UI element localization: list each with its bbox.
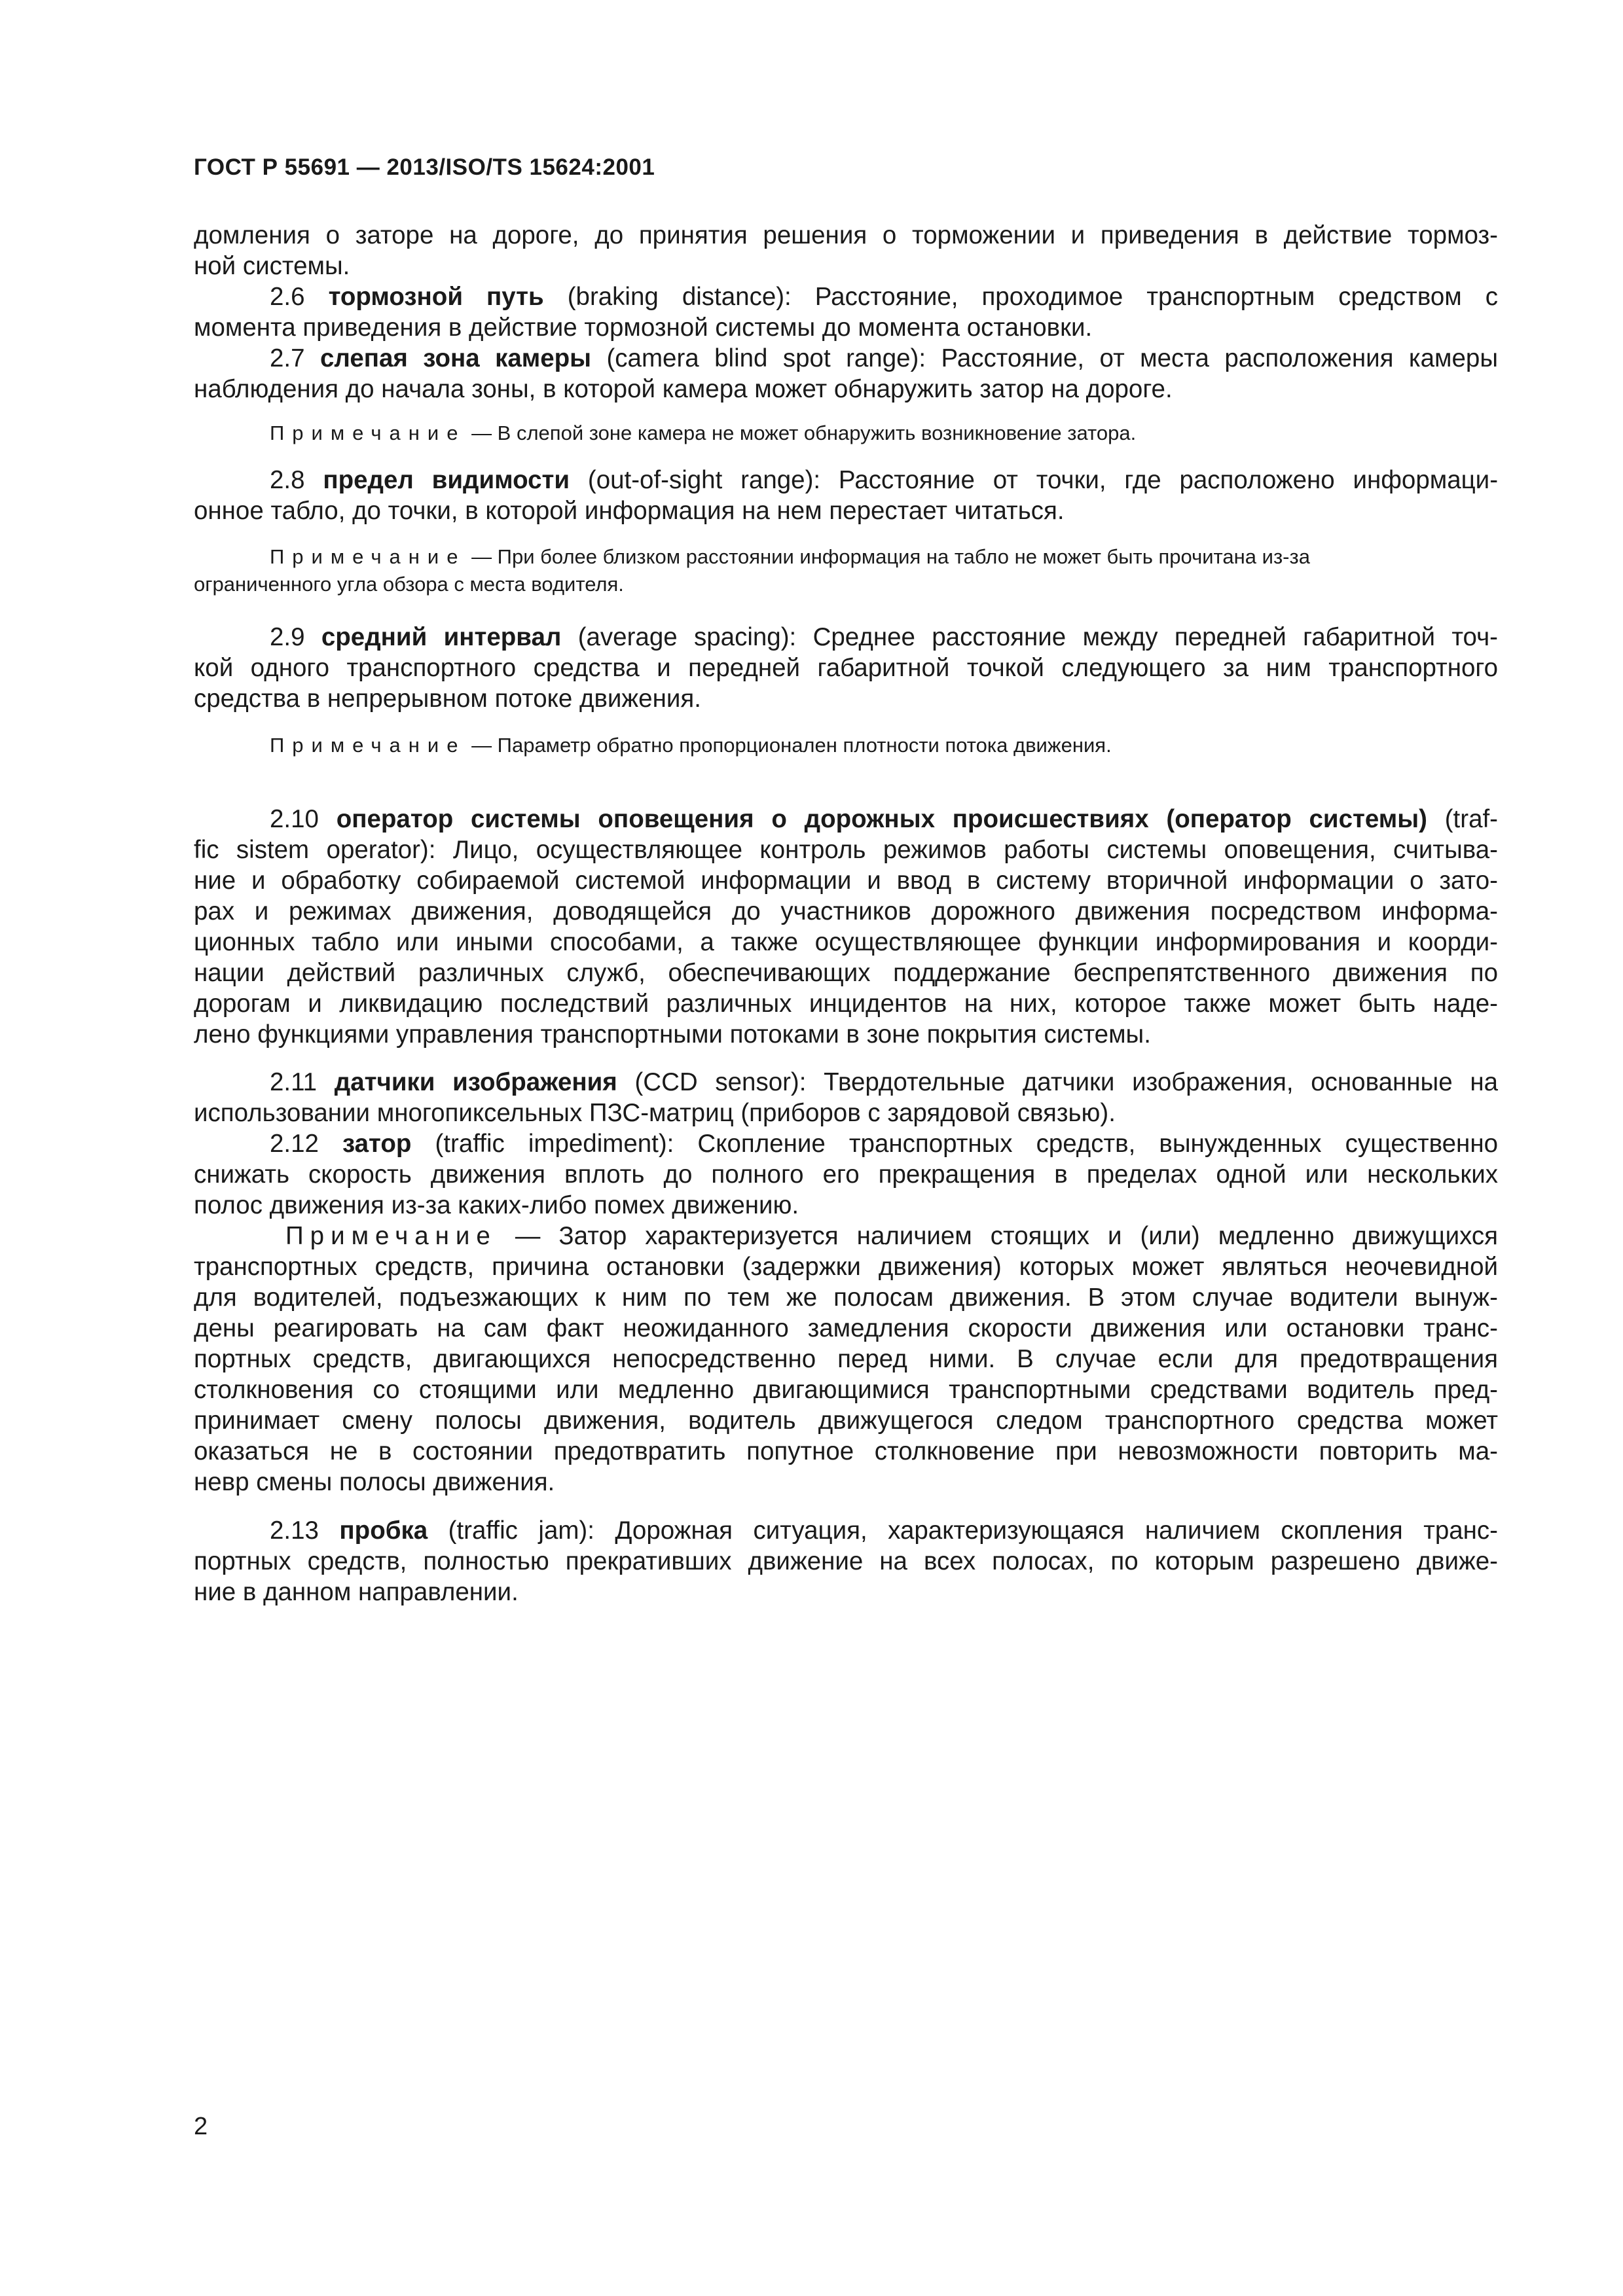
text-line — [194, 343, 1498, 374]
term: предел видимости — [323, 466, 570, 494]
text-line — [194, 1515, 1498, 1546]
text-line: нации действий различных служб, обеспечивающих поддержание беспрепятственного движения по — [194, 959, 1498, 987]
definition-text: (traffic jam): Дорожная ситуация, характеризующаяся наличием скопления транс- — [428, 1516, 1498, 1545]
text-line: ние в данном направлении. — [194, 1578, 519, 1606]
note-label: Примечание — [270, 734, 466, 757]
note-2-9 — [194, 732, 1498, 759]
term: оператор системы оповещения о дорожных происшествиях (оператор системы) — [336, 805, 1427, 833]
clause-number: 2.6 — [270, 283, 329, 311]
term: слепая зона камеры — [319, 344, 592, 372]
note-line: транспортных средств, причина остановки (задержки движения) которых может являться неочевидной — [194, 1253, 1498, 1281]
note-line — [194, 543, 1498, 571]
note-label: Примечание — [270, 422, 466, 444]
page-header-standard-title: ГОСТ Р 55691 — 2013/ISO/TS 15624:2001 — [194, 154, 655, 180]
note-label: Примечание — [270, 545, 466, 568]
definition-2-13 — [194, 1515, 1498, 1607]
note-line: оказаться не в состоянии предотвратить попутное столкновение при невозможности повторить ма- — [194, 1437, 1498, 1465]
note-text: — Затор характеризуется наличием стоящих и (или) медленно движущихся — [515, 1222, 1498, 1250]
clause-number: 2.11 — [270, 1068, 335, 1096]
note-text: — При более близком расстоянии информация на табло не может быть прочитана из-за — [471, 545, 1310, 568]
note-line: столкновения со стоящими или медленно двигающимися транспортными средствами водитель пред- — [194, 1376, 1498, 1404]
note-line: ограниченного угла обзора с места водителя. — [194, 573, 624, 596]
definition-2-10 — [194, 804, 1498, 1050]
definition-2-6 — [194, 281, 1498, 343]
text-line — [194, 804, 1498, 834]
term: пробка — [339, 1516, 428, 1545]
note-line: для водителей, подъезжающих к ним по тем же полосам движения. В этом случае водители вынуж- — [194, 1283, 1498, 1312]
text-line: ционных табло или иными способами, а также осуществляющее функции информирования и коорди- — [194, 928, 1498, 956]
note-2-7 — [194, 420, 1498, 447]
text-line: лено функциями управления транспортными потоками в зоне покрытия системы. — [194, 1020, 1151, 1049]
note-2-8 — [194, 543, 1498, 598]
intro-paragraph — [194, 220, 1498, 281]
definition-text: (traf- — [1427, 805, 1498, 833]
definition-text: (out-of-sight range): Расстояние от точки, где расположено информаци- — [570, 466, 1499, 494]
text-line: полос движения из-за каких-либо помех движению. — [194, 1191, 799, 1219]
text-line: домления о заторе на дороге, до принятия решения о торможении и приведения в действие тормоз- — [194, 221, 1498, 249]
term: затор — [342, 1130, 412, 1158]
clause-number: 2.10 — [270, 805, 337, 833]
term: датчики изображения — [334, 1068, 617, 1096]
text-line — [194, 622, 1498, 653]
definition-text: (camera blind spot range): Расстояние, от места расположения камеры — [591, 344, 1498, 372]
page-number: 2 — [194, 2113, 208, 2140]
note-line — [194, 420, 1498, 447]
note-2-12 — [194, 1221, 1498, 1498]
clause-number: 2.8 — [270, 466, 323, 494]
text-line — [194, 1128, 1498, 1159]
text-line: fic sistem operator): Лицо, осуществляющее контроль режимов работы системы оповещения, считыва- — [194, 836, 1498, 864]
text-line: средства в непрерывном потоке движения. — [194, 685, 701, 713]
term: тормозной путь — [328, 283, 544, 311]
text-line: момента приведения в действие тормозной системы до момента остановки. — [194, 314, 1093, 342]
definition-2-11 — [194, 1067, 1498, 1128]
note-line: принимает смену полосы движения, водитель движущегося следом транспортного средства может — [194, 1407, 1498, 1435]
note-line: невр смены полосы движения. — [194, 1468, 555, 1496]
note-text: — В слепой зоне камера не может обнаружить возникновение затора. — [471, 422, 1137, 444]
text-line: рах и режимах движения, доводящейся до участников дорожного движения посредством информа- — [194, 897, 1498, 925]
text-line: наблюдения до начала зоны, в которой камера может обнаружить затор на дороге. — [194, 375, 1173, 403]
note-text: — Параметр обратно пропорционален плотности потока движения. — [471, 734, 1112, 757]
definition-text: (average spacing): Среднее расстояние между передней габаритной точ- — [561, 623, 1498, 651]
text-line: онное табло, до точки, в которой информация на нем перестает читаться. — [194, 497, 1065, 525]
definition-2-9 — [194, 622, 1498, 714]
note-line — [194, 1221, 1498, 1251]
text-line: использовании многопиксельных ПЗС-матриц (приборов с зарядовой связью). — [194, 1099, 1116, 1127]
text-line — [194, 281, 1498, 312]
text-line: дорогам и ликвидацию последствий различных инцидентов на них, которое также может быть наде- — [194, 990, 1498, 1018]
definition-2-12 — [194, 1128, 1498, 1221]
text-line: кой одного транспортного средства и передней габаритной точкой следующего за ним транспортного — [194, 654, 1498, 682]
note-line — [194, 732, 1498, 759]
text-line: ной системы. — [194, 252, 350, 280]
clause-number: 2.7 — [270, 344, 320, 372]
definition-text: (CCD sensor): Твердотельные датчики изображения, основанные на — [617, 1068, 1498, 1096]
definition-2-8 — [194, 465, 1498, 526]
text-line: портных средств, полностью прекративших движение на всех полосах, по которым разрешено движе- — [194, 1547, 1498, 1575]
definition-text: (braking distance): Расстояние, проходимое транспортным средством с — [543, 283, 1498, 311]
text-line — [194, 465, 1498, 495]
clause-number: 2.13 — [270, 1516, 340, 1545]
clause-number: 2.9 — [270, 623, 321, 651]
text-line: снижать скорость движения вплоть до полного его прекращения в пределах одной или нескольких — [194, 1160, 1498, 1189]
text-line: ние и обработку собираемой системой информации и ввод в систему вторичной информации о зато- — [194, 867, 1498, 895]
text-line — [194, 1067, 1498, 1098]
note-line: портных средств, двигающихся непосредственно перед ними. В случае если для предотвращения — [194, 1345, 1498, 1373]
note-label: Примечание — [285, 1222, 497, 1250]
note-line: дены реагировать на сам факт неожиданного замедления скорости движения или остановки транс- — [194, 1314, 1498, 1342]
term: средний интервал — [321, 623, 562, 651]
definition-2-7 — [194, 343, 1498, 404]
definition-text: (traffic impediment): Скопление транспортных средств, вынужденных существенно — [411, 1130, 1498, 1158]
clause-number: 2.12 — [270, 1130, 343, 1158]
